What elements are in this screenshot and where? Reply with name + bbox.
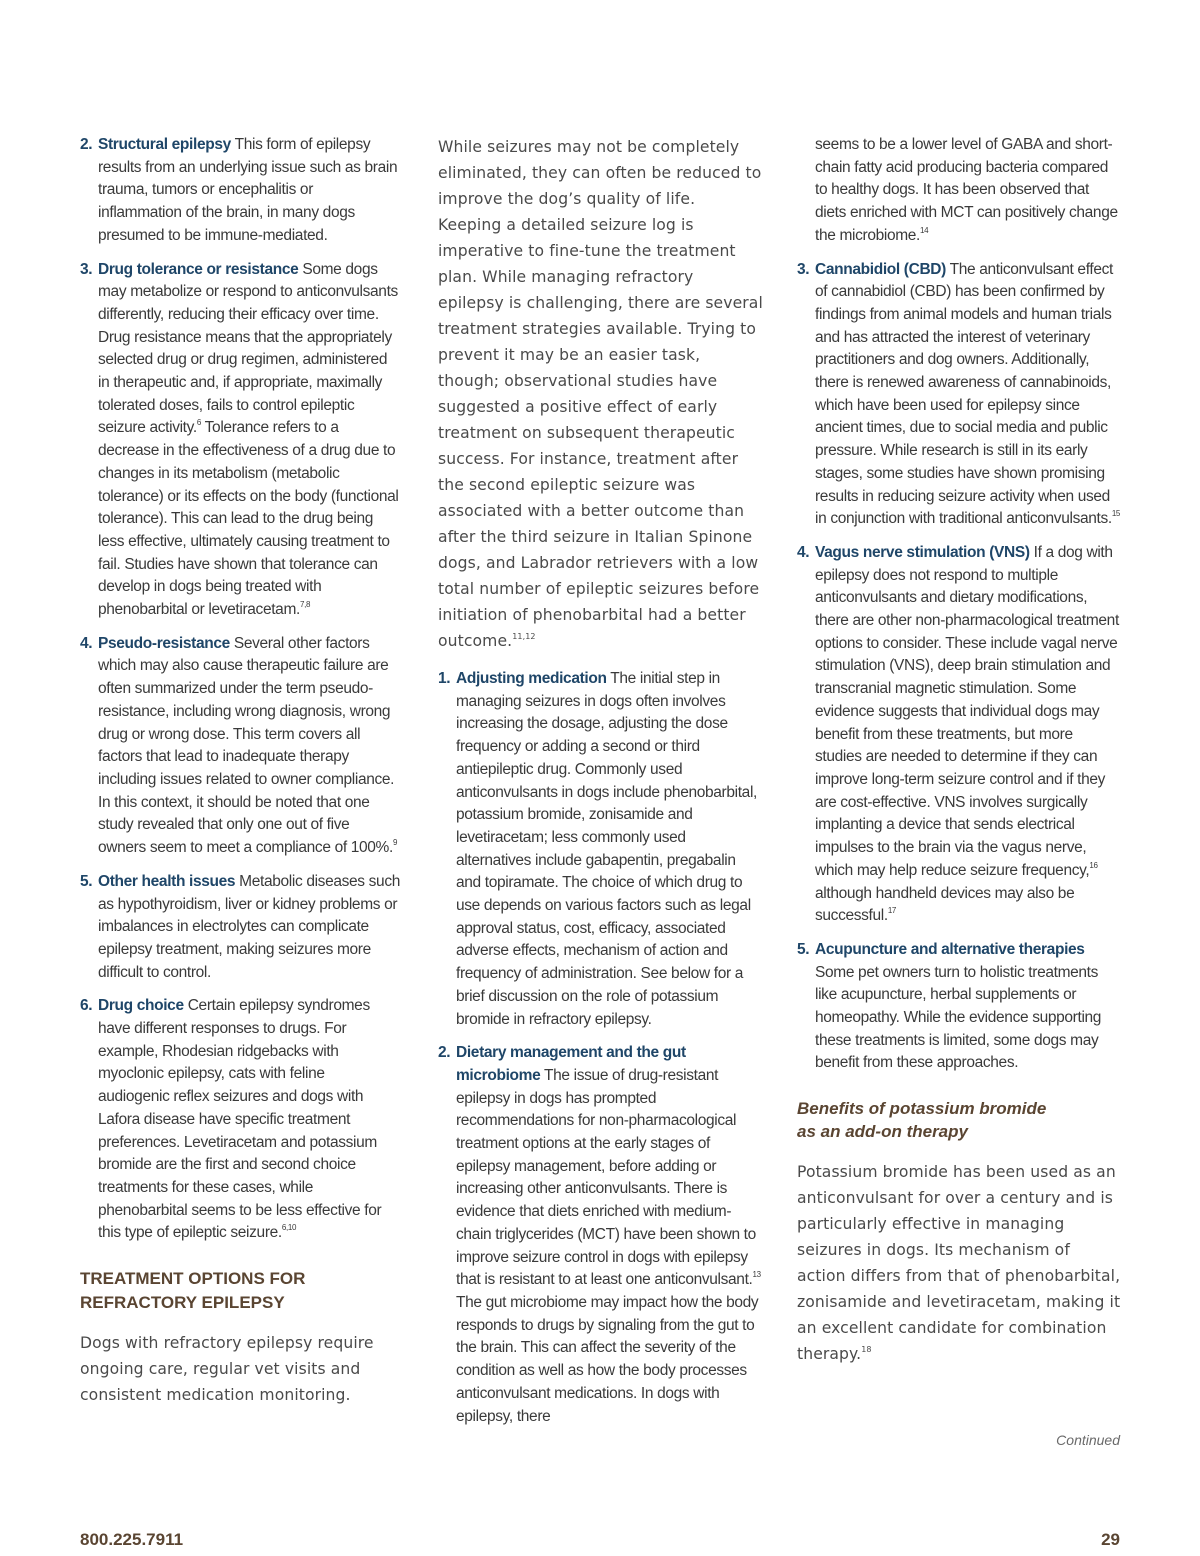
item-heading: Acupuncture and alternative therapies	[815, 940, 1085, 958]
citation: 16	[1089, 860, 1098, 870]
citation: 15	[1111, 509, 1121, 519]
subheading-line: as an add-on therapy	[797, 1122, 968, 1142]
item-heading: Other health issues	[98, 872, 236, 890]
citation: 17	[887, 906, 897, 916]
citation: 13	[752, 1270, 761, 1280]
item-heading: Structural epilepsy	[98, 136, 231, 153]
strategies-list	[438, 668, 763, 1428]
item-heading: Dietary management and the gut microbiome	[456, 1044, 686, 1084]
item-text: The issue of drug-resistant epilepsy in dogs has prompted recommendations for non-pharmacological treatment options at the early stages of epilepsy management, before adding or increasing other anticonvulsants. There is evidence that diets enriched with medium-chain triglycerides (MCT) have been shown to improve seizure control in dogs with epilepsy that is resistant to at least one anticonvulsant.	[456, 1066, 756, 1289]
item-text: The anticonvulsant effect of cannabidiol (CBD) has been confirmed by findings from animal models and human trials and has attracted the interest of veterinary practitioners and dog owners. Additionally, there is renewed awareness of cannabinoids, which have been used for epilepsy since ancient times, due to social media and public pressure. While research is still in its early stages, some studies have shown promising results in reducing seizure activity when used in conjunction with traditional anticonvulsants.	[815, 260, 1113, 528]
item-text: Tolerance refers to a decrease in the effectiveness of a drug due to changes in its metabolism (metabolic tolerance) or its effects on the body (functional tolerance). This can lead to the drug being less effective, ultimately causing treatment to fail. Studies have shown that tolerance can develop in dogs being treated with phenobarbital or levetiracetam.	[98, 419, 399, 619]
column-left	[80, 134, 400, 1408]
continued-label: Continued	[1056, 1432, 1120, 1448]
citation: 6	[196, 418, 201, 428]
list-item	[797, 939, 1122, 1075]
item-number: 4.	[797, 543, 810, 561]
item-number: 1.	[438, 670, 451, 687]
item-heading: Cannabidiol (CBD)	[815, 260, 946, 278]
section-title-line: TREATMENT OPTIONS FOR	[80, 1269, 306, 1289]
item-text: Some pet owners turn to holistic treatments like acupuncture, herbal supplements or homeopathy. While the evidence supporting these treatments is limited, some dogs may benefit from these approaches.	[815, 963, 1102, 1072]
intro-paragraph	[438, 134, 763, 654]
citation: 18	[861, 1345, 872, 1355]
item-heading: Drug choice	[98, 997, 184, 1015]
item-number: 2.	[80, 136, 93, 153]
column-right	[797, 134, 1122, 1367]
list-item	[797, 542, 1122, 928]
item-heading: Adjusting medication	[456, 670, 607, 687]
item-number: 2.	[438, 1044, 451, 1062]
strategies-list-continued	[797, 134, 1122, 1075]
list-item-continuation	[797, 134, 1122, 248]
causes-list	[80, 134, 400, 1245]
list-item	[80, 259, 400, 622]
column-middle	[438, 134, 763, 1439]
item-text: Several other factors which may also cause therapeutic failure are often summarized under the term pseudo-resistance, including wrong diagnosis, wrong drug or wrong dose. This term covers all factors that lead to inadequate therapy including issues related to owner compliance. In this context, it should be noted that one study revealed that only one out of five owners seem to meet a compliance of 100%.	[98, 634, 395, 857]
item-text: although handheld devices may also be successful.	[815, 884, 1075, 925]
list-item	[438, 668, 763, 1031]
item-text: Certain epilepsy syndromes have different responses to drugs. For example, Rhodesian ridgebacks with myoclonic epilepsy, cats with feline audiogenic reflex seizures and dogs with Lafora disease have specific treatment preferences. Levetiracetam and potassium bromide are the first and second choice treatments for these cases, while phenobarbital seems to be less effective for this type of epileptic seizure.	[98, 997, 382, 1242]
item-text: This form of epilepsy results from an underlying issue such as brain trauma, tumors or encephalitis or inflammation of the brain, in many dogs presumed to be immune-mediated.	[98, 136, 398, 244]
list-item	[797, 259, 1122, 531]
section-lead: Dogs with refractory epilepsy require ongoing care, regular vet visits and consistent medication monitoring.	[80, 1334, 374, 1405]
item-number: 5.	[797, 940, 810, 958]
section-title-line: REFRACTORY EPILEPSY	[80, 1293, 285, 1313]
footer-phone: 800.225.7911	[80, 1530, 184, 1549]
subheading	[797, 1097, 1122, 1143]
item-text: If a dog with epilepsy does not respond to multiple anticonvulsants and dietary modifications, there are other non-pharmacological treatment options to consider. These include vagal nerve stimulation (VNS), deep brain stimulation and transcranial magnetic stimulation. Some evidence suggests that individual dogs may benefit from these treatments, but more studies are needed to determine if they can improve long-term seizure control and if they are cost-effective. VNS involves surgically implanting a device that sends electrical impulses to the brain via the vagus nerve, which may help reduce seizure frequency,	[815, 543, 1119, 879]
citation: 11,12	[512, 632, 536, 641]
item-number: 3.	[797, 260, 810, 278]
citation: 6,10	[281, 1223, 297, 1233]
item-number: 3.	[80, 260, 93, 278]
potassium-bromide-paragraph	[797, 1159, 1122, 1367]
item-heading: Pseudo-resistance	[98, 634, 230, 652]
paragraph-text: Potassium bromide has been used as an anticonvulsant for over a century and is particularly effective in managing seizures in dogs. Its mechanism of action differs from that of phenobarbital, zonisamide and levetiracetam, making it an excellent candidate for combination therapy.	[797, 1163, 1121, 1364]
page-number: 29	[1101, 1530, 1120, 1549]
list-item	[438, 1042, 763, 1428]
item-text: seems to be a lower level of GABA and short-chain fatty acid producing bacteria compared to healthy dogs. It has been observed that diets enriched with MCT can positively change the microbiome.	[815, 136, 1118, 244]
section-title	[80, 1267, 400, 1315]
item-number: 5.	[80, 872, 93, 890]
citation: 9	[392, 838, 398, 848]
item-number: 6.	[80, 997, 93, 1015]
item-text: Metabolic diseases such as hypothyroidism, liver or kidney problems or imbalances in electrolytes can complicate epilepsy treatment, making seizures more difficult to control.	[98, 872, 400, 981]
citation: 7,8	[299, 600, 311, 610]
item-text: The initial step in managing seizures in dogs often involves increasing the dosage, adjusting the dose frequency or adding a second or third antiepileptic drug. Commonly used anticonvulsants in dogs include phenobarbital, potassium bromide, zonisamide and levetiracetam; less commonly used alternatives include gabapentin, pregabalin and topiramate. The choice of which drug to use depends on various factors such as legal approval status, cost, efficacy, associated adverse effects, mechanism of action and frequency of administration. See below for a brief discussion on the role of potassium bromide in refractory epilepsy.	[456, 670, 758, 1028]
item-heading: Vagus nerve stimulation (VNS)	[815, 543, 1030, 561]
item-number: 4.	[80, 634, 93, 652]
intro-text: While seizures may not be completely eliminated, they can often be reduced to improve the dog’s quality of life. Keeping a detailed seizure log is imperative to fine-tune the treatment plan. While managing refractory epilepsy is challenging, there are several treatment strategies available. Trying to prevent it may be an easier task, though; observational studies have suggested a positive effect of early treatment on subsequent therapeutic success. For instance, treatment after the second epileptic seizure was associated with a better outcome than after the third seizure in Italian Spinone dogs, and Labrador retrievers with a low total number of epileptic seizures before initiation of phenobarbital had a better outcome.	[438, 138, 763, 650]
list-item	[80, 633, 400, 860]
citation: 14	[920, 225, 929, 235]
subheading-line: Benefits of potassium bromide	[797, 1099, 1047, 1119]
item-text: The gut microbiome may impact how the body responds to drugs by signaling from the gut to the brain. This can affect the severity of the condition as well as how the body processes anticonvulsant medications. In dogs with epilepsy, there	[456, 1293, 759, 1425]
list-item	[80, 871, 400, 985]
item-heading: Drug tolerance or resistance	[98, 260, 299, 278]
item-text: Some dogs may metabolize or respond to anticonvulsants differently, reducing their efficacy over time. Drug resistance means that the appropriately selected drug or drug regimen, administered in therapeutic and, if appropriate, maximally tolerated doses, fails to control epileptic seizure activity.	[98, 260, 398, 437]
list-item	[80, 134, 400, 248]
list-item	[80, 995, 400, 1245]
